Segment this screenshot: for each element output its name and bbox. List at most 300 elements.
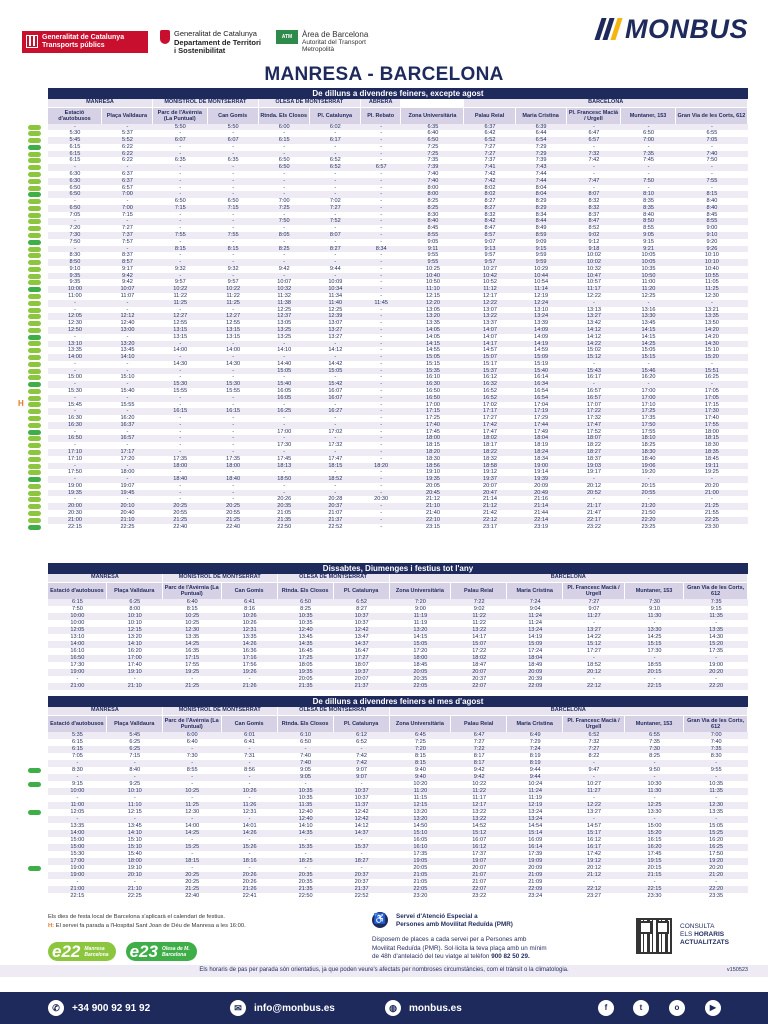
footer-phone[interactable] [48, 1000, 150, 1016]
time-cell: 18:25 [641, 442, 656, 449]
time-cell: - [283, 482, 286, 489]
qr-caption-2: ELS [680, 931, 693, 938]
time-cell: 10:35 [298, 794, 313, 801]
time-cell: 13:05 [425, 306, 440, 313]
table-row [48, 408, 748, 415]
time-cell: 20:20 [704, 482, 719, 489]
time-cell: 18:02 [451, 655, 507, 662]
time-cell: - [232, 225, 235, 232]
time-cell: 19:00 [67, 482, 82, 489]
time-cell: 7:00 [684, 732, 748, 739]
time-cell: - [179, 306, 182, 313]
time-cell: 9:05 [300, 766, 312, 773]
time-cell: 20:26 [277, 496, 292, 503]
time-cell: - [179, 130, 182, 137]
time-cell: 9:40 [414, 766, 426, 773]
time-cell: 17:47 [328, 455, 343, 462]
time-cell: - [380, 469, 383, 476]
time-cell: 16:57 [586, 387, 601, 394]
time-cell: 10:25 [163, 788, 222, 795]
time-cell: 6:55 [625, 732, 685, 739]
time-cell: - [310, 449, 361, 456]
time-cell: - [334, 170, 337, 177]
time-cell: 20:07 [451, 669, 507, 676]
time-cell: - [593, 170, 595, 177]
time-cell: 11:22 [226, 293, 240, 300]
column-header-row [48, 715, 748, 732]
time-cell: 6:22 [121, 143, 133, 150]
time-cell: 8:04 [535, 184, 547, 191]
time-cell: - [647, 143, 650, 150]
time-cell: 15:05 [401, 354, 464, 361]
time-cell: 7:40 [676, 151, 748, 158]
time-cell: 20:37 [310, 503, 361, 510]
time-cell: 11:25 [676, 286, 748, 293]
time-cell: 20:40 [120, 510, 135, 517]
line-e23-logo [126, 942, 197, 961]
time-cell: 12:22 [586, 293, 601, 300]
time-cell: - [283, 238, 286, 245]
time-cell: - [259, 341, 310, 348]
line-e23-route [162, 946, 190, 958]
time-cell: 13:42 [586, 320, 601, 327]
time-cell: - [360, 780, 363, 787]
time-cell: - [380, 442, 383, 449]
time-cell: 6:50 [69, 184, 81, 191]
qr-code-icon[interactable] [636, 918, 672, 954]
time-cell: 10:42 [464, 273, 515, 280]
time-cell: 9:57 [464, 259, 515, 266]
table-row [48, 185, 748, 192]
atm-logo [276, 30, 368, 53]
time-cell: 14:12 [354, 822, 369, 829]
time-cell: 6:12 [334, 732, 390, 739]
time-cell: - [684, 760, 748, 767]
time-cell: 16:52 [464, 395, 515, 402]
time-cell: 18:40 [208, 476, 259, 483]
time-cell: - [563, 816, 625, 823]
time-cell: 10:10 [107, 613, 163, 620]
time-cell: 7:50 [69, 238, 81, 245]
time-cell: 7:22 [451, 746, 507, 753]
time-cell: 6:00 [259, 124, 310, 131]
time-cell: 13:35 [676, 313, 748, 320]
time-cell: 18:00 [120, 469, 135, 476]
time-cell: 8:30 [69, 252, 81, 259]
line-e22-from: Manresa [84, 945, 105, 952]
time-cell: 12:27 [153, 313, 208, 320]
time-cell: 18:16 [222, 858, 278, 865]
time-cell: 19:37 [334, 669, 390, 676]
time-cell: 11:26 [222, 802, 278, 809]
column-header: Pl. Rebato [361, 108, 402, 124]
time-cell: 14:25 [163, 830, 222, 837]
time-cell: - [48, 246, 102, 253]
time-cell: - [222, 816, 278, 823]
time-cell: 18:13 [259, 463, 310, 470]
time-cell: - [259, 449, 310, 456]
time-cell: 5:45 [48, 137, 102, 144]
time-cell: - [361, 449, 402, 456]
time-cell: 17:07 [586, 401, 601, 408]
time-cell: 21:25 [208, 517, 259, 524]
time-cell: 20:28 [328, 496, 343, 503]
time-cell: 8:59 [516, 232, 567, 239]
time-cell: - [248, 864, 251, 871]
table-row [48, 218, 748, 225]
time-cell: 20:37 [354, 878, 369, 885]
time-cell: 14:20 [676, 327, 748, 334]
time-cell: 21:44 [534, 510, 549, 517]
time-cell: 22:25 [127, 892, 142, 899]
time-cell: 8:37 [121, 252, 133, 259]
time-cell: 23:35 [709, 892, 724, 899]
time-cell: 12:50 [48, 327, 102, 334]
time-cell: - [232, 415, 235, 422]
time-cell: 14:12 [586, 333, 601, 340]
time-cell: 8:00 [427, 184, 439, 191]
time-cell: 9:42 [121, 279, 133, 286]
generalitat-emblem-icon [26, 35, 38, 48]
time-cell: 12:37 [259, 313, 310, 320]
table-row [48, 627, 748, 634]
time-cell: 16:12 [586, 836, 601, 843]
time-cell: 17:30 [676, 408, 748, 415]
timetable-grid [48, 732, 748, 900]
time-cell: - [179, 496, 182, 503]
time-cell: 17:00 [107, 655, 163, 662]
time-cell: 8:32 [588, 198, 600, 205]
time-cell: 12:20 [401, 300, 464, 307]
time-cell: 14:57 [586, 822, 601, 829]
time-cell: 17:40 [704, 415, 719, 422]
time-cell: 6:55 [706, 130, 718, 137]
time-cell: 7:32 [588, 738, 600, 745]
time-cell: 11:00 [48, 802, 107, 809]
line-badge-icon [28, 172, 41, 177]
time-cell: 19:20 [684, 858, 748, 865]
time-cell: - [102, 463, 153, 470]
time-cell: 14:15 [413, 633, 428, 640]
line-badge-icon [28, 267, 41, 272]
time-cell: 18:15 [163, 858, 222, 865]
time-cell: - [283, 184, 286, 191]
time-cell: 9:32 [227, 265, 239, 272]
time-cell: 11:45 [361, 300, 402, 307]
time-cell: 8:40 [401, 218, 464, 225]
time-cell: 8:55 [186, 766, 198, 773]
time-cell: - [153, 191, 208, 198]
time-cell: - [48, 408, 102, 415]
time-cell: - [360, 864, 363, 871]
time-cell: 15:12 [451, 830, 507, 837]
time-cell: 16:12 [451, 844, 507, 851]
qr-caption-1: CONSULTA [680, 923, 715, 930]
time-cell: - [676, 381, 748, 388]
time-cell: 14:37 [334, 641, 390, 648]
time-cell: 7:29 [516, 151, 567, 158]
youtube-icon[interactable]: ▶ [705, 1000, 721, 1016]
line-badge-icon [28, 280, 41, 285]
station-group: OLESA DE MONTSERRAT [278, 574, 390, 582]
time-cell: - [208, 341, 259, 348]
time-cell: 14:12 [567, 327, 622, 334]
table-row [48, 429, 748, 436]
time-cell: - [153, 490, 208, 497]
line-badge-icon [28, 768, 41, 773]
time-cell: 11:19 [390, 613, 452, 620]
time-cell: 9:55 [710, 766, 722, 773]
time-cell: 13:45 [641, 320, 656, 327]
time-cell: 6:15 [48, 746, 107, 753]
line-badge-icon [28, 369, 41, 374]
table-row [48, 381, 748, 388]
line-badge-icon [28, 301, 41, 306]
timetable-august [48, 696, 748, 900]
time-cell: 12:39 [310, 313, 361, 320]
time-cell: 7:45 [643, 157, 654, 164]
time-cell: - [360, 836, 363, 843]
time-cell: - [361, 273, 402, 280]
time-cell: - [153, 164, 208, 171]
time-cell: 23:24 [528, 892, 543, 899]
time-cell: 18:07 [567, 435, 622, 442]
time-cell: - [179, 170, 182, 177]
time-cell: 17:32 [586, 415, 601, 422]
time-cell: 22:12 [563, 683, 625, 690]
time-cell: 9:57 [227, 279, 239, 286]
time-cell: 7:55 [153, 232, 208, 239]
time-cell: 20:35 [298, 878, 313, 885]
table-row [48, 137, 748, 144]
column-header: Gran Via de les Corts, 612 [684, 583, 748, 599]
facebook-icon[interactable]: f [598, 1000, 614, 1016]
time-cell: 16:20 [709, 836, 724, 843]
time-cell: - [715, 878, 718, 885]
table-row [48, 320, 748, 327]
time-cell: 19:09 [507, 858, 563, 865]
time-cell: 17:19 [516, 408, 567, 415]
time-cell: - [126, 360, 129, 367]
time-cell: 7:25 [414, 738, 426, 745]
time-cell: 18:27 [334, 858, 390, 865]
table-row [48, 279, 748, 286]
time-cell: 9:57 [484, 252, 496, 259]
time-cell: 17:47 [483, 428, 497, 435]
time-cell: 19:12 [563, 858, 625, 865]
time-cell: 7:30 [186, 752, 198, 759]
time-cell: - [334, 238, 337, 245]
time-cell: - [232, 428, 235, 435]
time-cell: 10:00 [70, 619, 85, 626]
time-cell: 7:35 [649, 738, 660, 745]
time-cell: 7:22 [451, 599, 507, 606]
time-cell: 6:15 [48, 151, 102, 158]
time-cell: 14:20 [704, 333, 719, 340]
time-cell: - [259, 151, 310, 158]
time-cell: 19:11 [676, 463, 748, 470]
time-cell: 6:25 [107, 599, 163, 606]
twitter-icon[interactable]: t [633, 1000, 649, 1016]
time-cell: 13:24 [516, 313, 567, 320]
time-cell: - [74, 306, 76, 313]
time-cell: 10:10 [676, 259, 748, 266]
time-cell: - [102, 300, 153, 307]
time-cell: - [361, 381, 402, 388]
table-row [48, 327, 748, 334]
time-cell: 12:27 [208, 313, 259, 320]
time-cell: 9:32 [174, 265, 186, 272]
time-cell: 10:35 [298, 619, 313, 626]
time-cell: 20:30 [374, 496, 389, 503]
instagram-icon[interactable]: o [669, 1000, 685, 1016]
time-cell: 16:30 [401, 381, 464, 388]
time-cell: 8:02 [484, 184, 496, 191]
line-badge-icon [28, 138, 41, 143]
disclaimer [0, 965, 768, 977]
time-cell: 7:44 [535, 170, 547, 177]
line-badge-icon [28, 294, 41, 299]
time-cell: - [380, 293, 383, 300]
time-cell: - [191, 780, 194, 787]
time-cell: 6:15 [69, 143, 81, 150]
time-cell: 9:10 [676, 232, 748, 239]
pmr-phone[interactable]: 900 82 50 29. [491, 953, 530, 960]
time-cell: 14:19 [528, 633, 543, 640]
time-cell: - [310, 151, 361, 158]
time-cell: 22:12 [563, 886, 625, 893]
time-cell: 8:07 [567, 191, 622, 198]
time-cell: - [48, 816, 107, 823]
line-badge-icon [28, 308, 41, 313]
time-cell: 7:32 [567, 151, 622, 158]
column-header: Palau Reial [464, 108, 515, 124]
time-cell: 16:37 [102, 422, 153, 429]
column-header: Zona Universitària [390, 716, 452, 732]
line-badge-icon [28, 219, 41, 224]
time-cell: 22:09 [507, 683, 563, 690]
table-row [48, 395, 748, 402]
time-cell: 9:59 [516, 259, 567, 266]
column-header: Can Gomis [208, 108, 259, 124]
time-cell: 17:10 [67, 455, 82, 462]
time-cell: - [76, 878, 79, 885]
note-hospital-text: El servei fa parada a l'Hospital Sant Joan de Déu de Manresa a les 16:00. [55, 923, 246, 929]
time-cell: - [232, 130, 235, 137]
time-cell: 14:22 [567, 341, 622, 348]
qr-caption-3: HORARIS [694, 931, 725, 938]
time-cell: 17:45 [277, 455, 292, 462]
time-cell: 14:07 [464, 327, 515, 334]
time-cell: 14:59 [534, 347, 549, 354]
time-cell: 15:35 [401, 368, 464, 375]
time-cell: 6:37 [121, 170, 133, 177]
time-cell: 22:50 [277, 523, 292, 530]
time-cell: 7:55 [208, 232, 259, 239]
time-cell: - [179, 401, 182, 408]
time-cell: 13:45 [298, 633, 313, 640]
time-cell: 9:11 [401, 246, 464, 253]
time-cell: - [208, 449, 259, 456]
table-row [48, 816, 748, 823]
time-cell: - [621, 300, 676, 307]
time-cell: 18:58 [464, 463, 515, 470]
line-badge-icon [28, 260, 41, 265]
monbus-bars-icon [594, 18, 622, 40]
time-cell: 16:05 [259, 395, 310, 402]
column-header: Muntaner, 153 [625, 583, 685, 599]
time-cell: 18:56 [401, 463, 464, 470]
line-badge-icon [28, 464, 41, 469]
time-cell: 17:04 [534, 401, 549, 408]
time-cell: 7:30 [625, 746, 685, 753]
time-cell: 18:10 [621, 435, 676, 442]
time-cell: 16:35 [185, 647, 200, 654]
column-header: Pl. Catalunya [334, 583, 390, 599]
time-cell: 21:20 [684, 872, 748, 879]
time-cell: 6:00 [163, 732, 222, 739]
time-cell: 21:25 [676, 503, 748, 510]
time-cell: - [126, 306, 129, 313]
column-header: Estació d'autobusos [48, 108, 102, 124]
time-cell: 9:12 [588, 238, 600, 245]
time-cell: - [710, 496, 713, 503]
time-cell: 7:52 [310, 218, 361, 225]
footer-web[interactable] [385, 1000, 462, 1016]
time-cell: - [163, 816, 222, 823]
time-cell: 16:20 [127, 647, 142, 654]
time-cell: 19:00 [48, 669, 107, 676]
time-cell: 9:20 [706, 238, 718, 245]
time-cell: 8:15 [208, 246, 259, 253]
time-cell: 7:40 [300, 752, 312, 759]
time-cell: 17:55 [676, 422, 748, 429]
footer-email[interactable] [230, 1000, 335, 1016]
time-cell: 14:40 [277, 360, 292, 367]
column-header: Palau Reial [451, 716, 507, 732]
time-cell: 12:19 [534, 293, 549, 300]
table-row [48, 683, 748, 690]
line-badge-icon [28, 355, 41, 360]
time-cell: 7:35 [621, 151, 676, 158]
time-cell: - [653, 675, 656, 682]
time-cell: - [179, 469, 182, 476]
time-cell: 14:35 [278, 830, 334, 837]
time-cell: 17:35 [641, 415, 656, 422]
time-cell: 7:35 [427, 157, 439, 164]
time-cell: - [380, 428, 383, 435]
time-cell: 10:22 [472, 780, 487, 787]
time-cell: 6:30 [48, 178, 102, 185]
pmr-text-3: de 48h d'antelació del teu viatge al telèfon [372, 953, 490, 960]
time-cell: 7:50 [71, 605, 83, 612]
time-cell: - [259, 273, 310, 280]
time-cell: - [380, 130, 383, 137]
time-cell: 6:17 [310, 137, 361, 144]
time-cell: 6:01 [222, 732, 278, 739]
time-cell: 12:40 [298, 808, 313, 815]
time-cell: 10:07 [102, 286, 153, 293]
time-cell: 17:35 [413, 850, 428, 857]
table-row [48, 293, 748, 300]
time-cell: - [191, 850, 194, 857]
time-cell: 16:27 [310, 408, 361, 415]
time-cell: 15:02 [586, 347, 601, 354]
time-cell: 20:09 [507, 669, 563, 676]
table-row [48, 239, 748, 246]
table-row [48, 872, 748, 879]
time-cell: - [334, 415, 337, 422]
